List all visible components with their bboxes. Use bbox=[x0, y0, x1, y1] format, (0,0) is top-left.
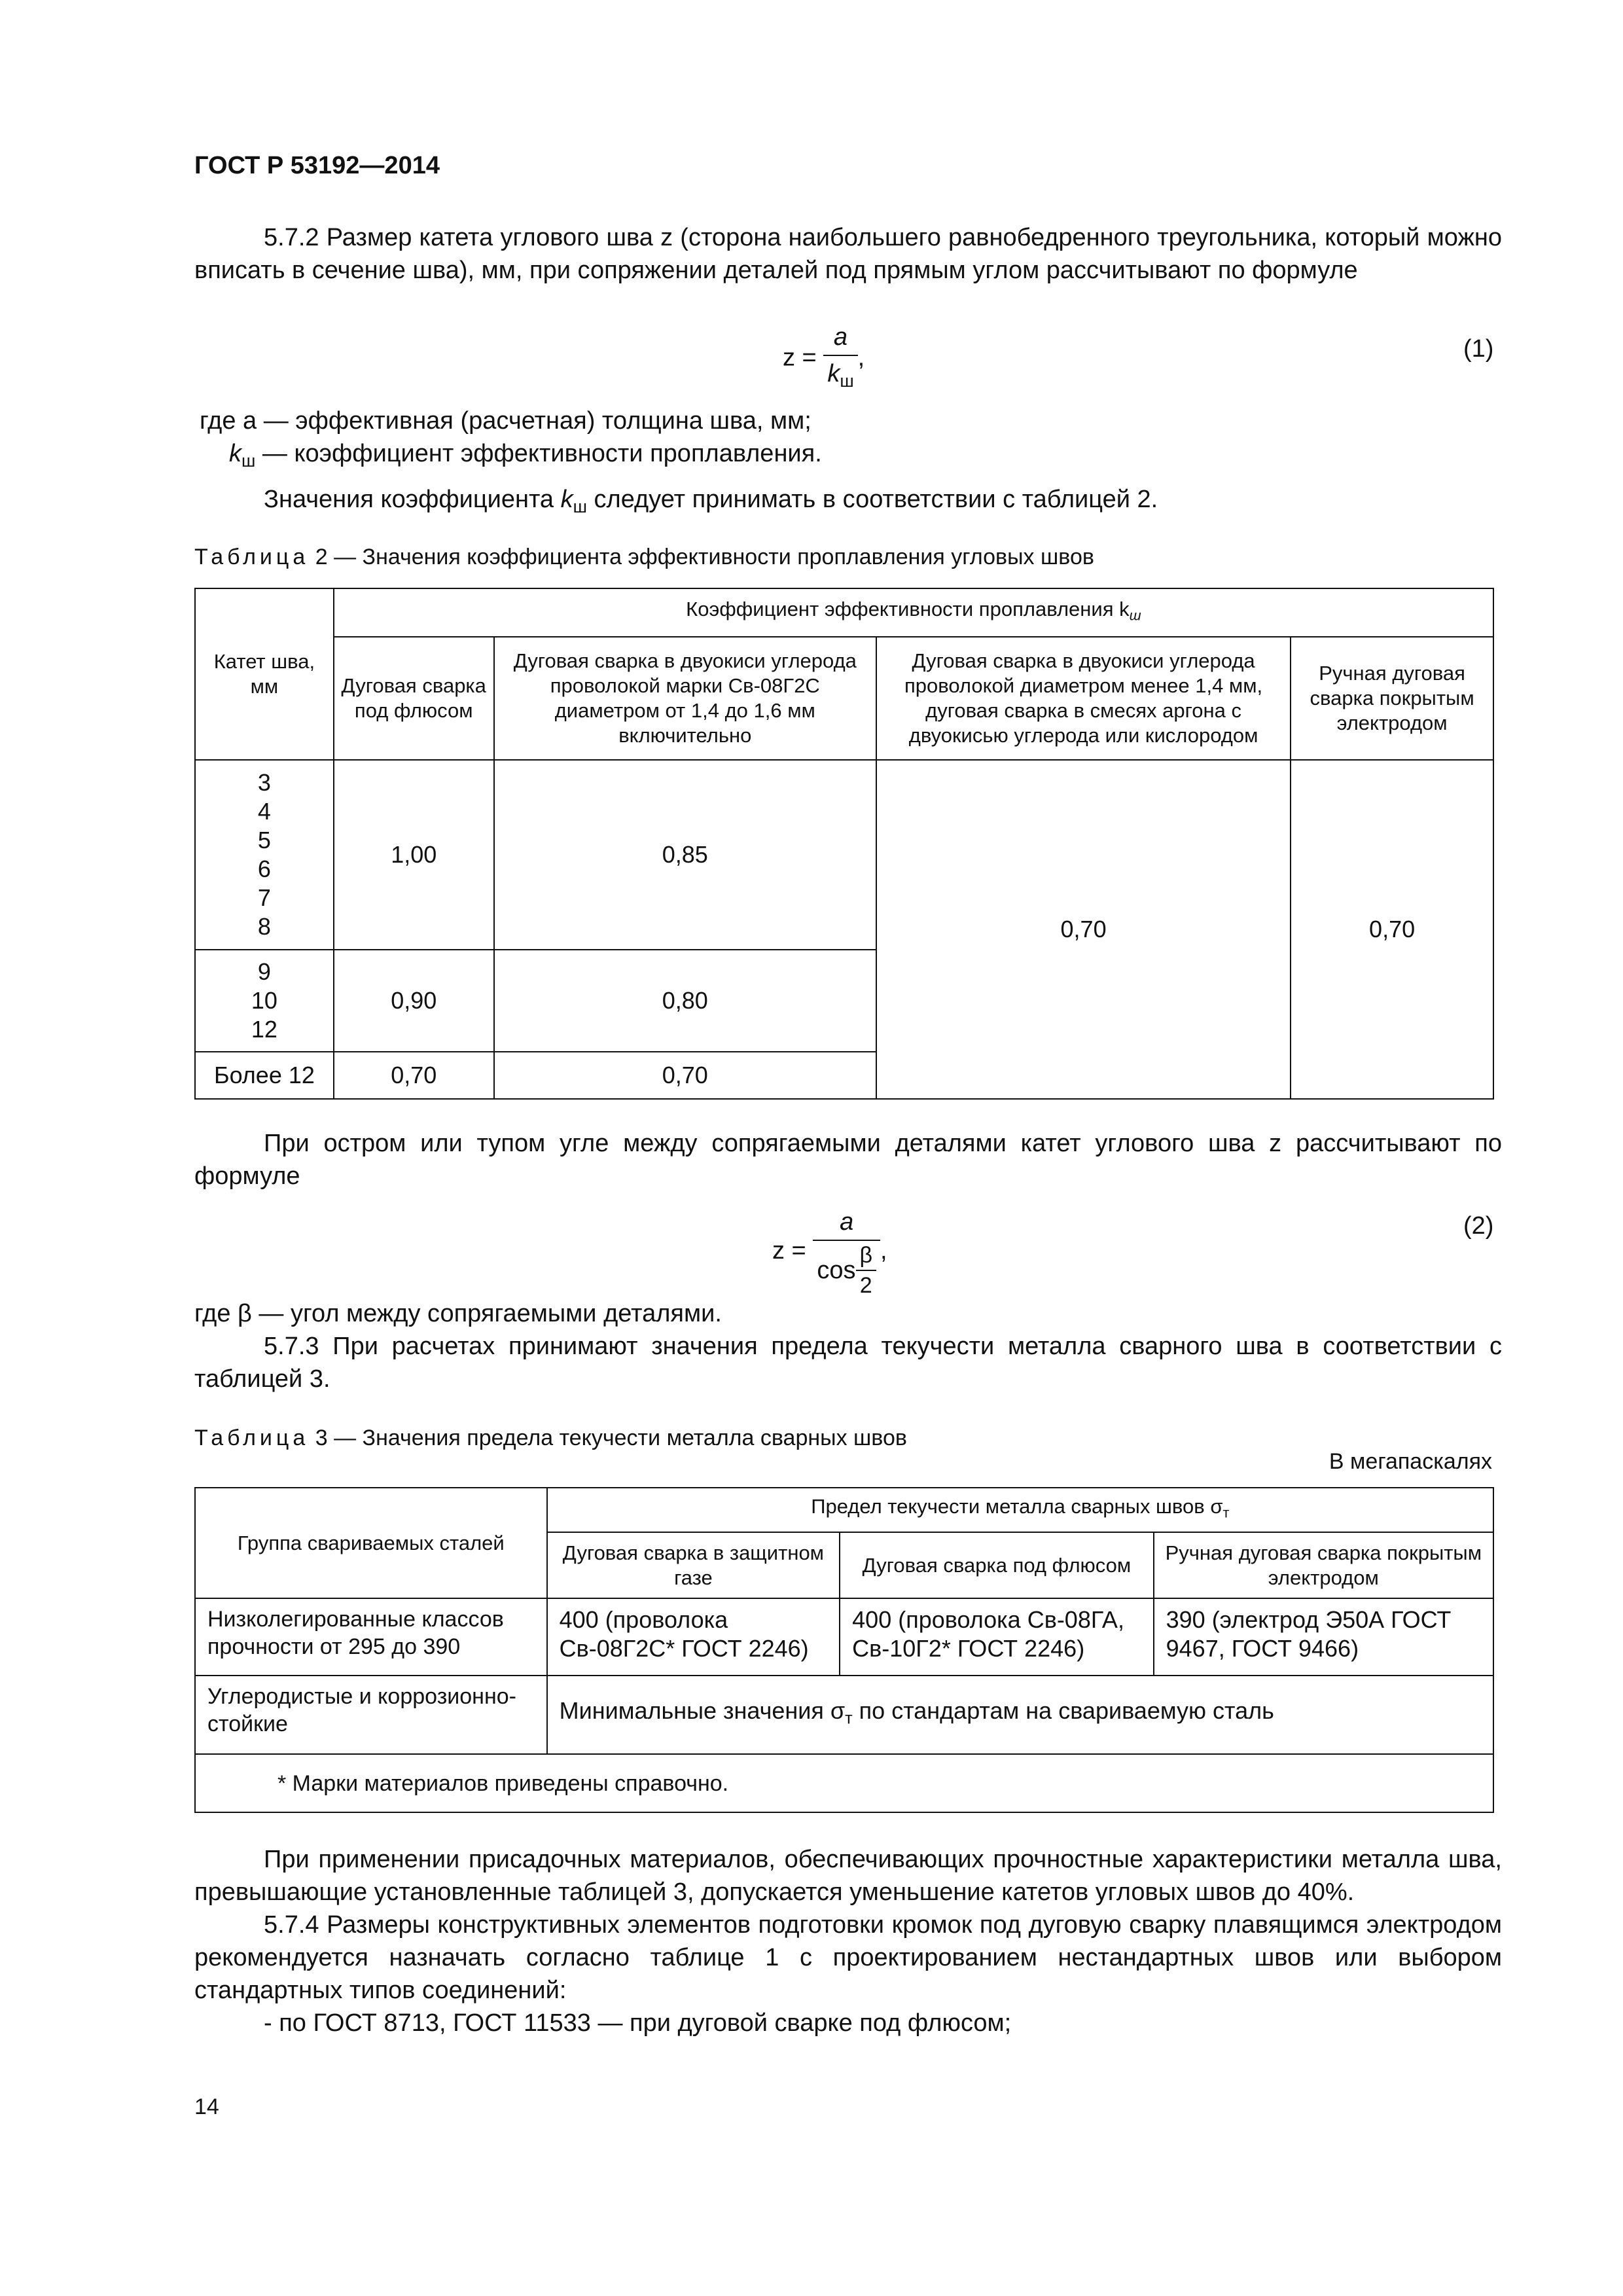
formula-1-numerator: a bbox=[833, 323, 848, 351]
k-values-symbol: k bbox=[560, 486, 573, 513]
table-3 bbox=[194, 1487, 1494, 1813]
page-number: 14 bbox=[194, 2094, 219, 2119]
table-2-header-co2-thin: Дуговая сварка в двуокиси углерода проволокой диаметром менее 1,4 мм, дуговая сварка в смесях аргона с двуокисью углерода или кислородом bbox=[876, 637, 1291, 760]
table-2-row1-co2: 0,85 bbox=[494, 760, 876, 950]
paragraph-5-7-3: 5.7.3 При расчетах принимают значения предела текучести металла сварного шва в соответствии с таблицей 3. bbox=[194, 1333, 1502, 1393]
table-2-caption bbox=[194, 545, 1094, 570]
table-2-row2-co2: 0,80 bbox=[494, 950, 876, 1052]
table-3-row2-value bbox=[547, 1676, 1493, 1754]
table-2-caption-word: Таблица bbox=[194, 545, 310, 569]
paragraph-k-values bbox=[264, 483, 1158, 523]
where-a: где a — эффективная (расчетная) толщина шва, мм; bbox=[200, 407, 812, 435]
table-2-merged-manual: 0,70 bbox=[1291, 760, 1493, 1099]
table-3-header-yield-text: Предел текучести металла сварных швов σ bbox=[811, 1495, 1223, 1518]
table-3-header-gas: Дуговая сварка в защитном газе bbox=[547, 1532, 840, 1598]
table-3-header-group: Группа свариваемых сталей bbox=[195, 1488, 547, 1598]
formula-1-tail: , bbox=[857, 344, 865, 372]
where-k-text: — коэффициент эффективности проплавления. bbox=[255, 440, 822, 467]
formula-1-den-k: k bbox=[827, 360, 840, 387]
where-k-symbol: k bbox=[229, 440, 241, 467]
table-3-caption bbox=[194, 1426, 907, 1451]
table-3-row2-value-text: Минимальные значения σ bbox=[559, 1697, 846, 1725]
table-3-header-yield bbox=[547, 1488, 1493, 1532]
formula-1-denominator bbox=[823, 355, 857, 397]
formula-2-numerator: a bbox=[840, 1208, 854, 1236]
table-3-row2-group: Углеродистые и коррозионно-стойкие bbox=[195, 1676, 547, 1754]
where-k-sub: ш bbox=[241, 450, 256, 471]
table-2-row2-flux: 0,90 bbox=[334, 950, 494, 1052]
table-2-row3-flux: 0,70 bbox=[334, 1052, 494, 1099]
paragraph-filler: При применении присадочных материалов, обеспечивающих прочностные характеристики металла шва, превышающие установленные таблицей 3, допускается уменьшение катетов угловых швов до 40%. bbox=[194, 1846, 1502, 1906]
table-2-header-group bbox=[334, 588, 1493, 637]
equation-number-1: (1) bbox=[1463, 335, 1494, 363]
formula-2-denominator bbox=[813, 1240, 880, 1299]
table-2-header-manual: Ручная дуговая сварка покрытым электродом bbox=[1291, 637, 1493, 760]
where-beta: где β — угол между сопрягаемыми деталями. bbox=[194, 1300, 722, 1327]
table-3-header-manual: Ручная дуговая сварка покрытым электродом bbox=[1154, 1532, 1493, 1598]
table-3-row2-value-sub: т bbox=[845, 1709, 853, 1728]
table-2-row1-flux: 1,00 bbox=[334, 760, 494, 950]
document-header: ГОСТ Р 53192—2014 bbox=[194, 152, 440, 179]
formula-2-beta: β bbox=[859, 1243, 873, 1268]
equation-number-2: (2) bbox=[1463, 1212, 1494, 1240]
formula-2 bbox=[772, 1206, 887, 1299]
table-3-units: В мегапаскалях bbox=[1329, 1449, 1492, 1474]
table-2-row3-co2: 0,70 bbox=[494, 1052, 876, 1099]
table-3-row1-group: Низколегированные классов прочности от 295 до 390 bbox=[195, 1598, 547, 1676]
table-2-row2-katet: 9 10 12 bbox=[195, 950, 334, 1052]
table-3-caption-text: 3 — Значения предела текучести металла сварных швов bbox=[309, 1426, 907, 1450]
formula-2-tail: , bbox=[880, 1237, 887, 1265]
table-2-row3-katet: Более 12 bbox=[195, 1052, 334, 1099]
table-3-row1-flux: 400 (проволока Св-08ГА, Св-10Г2* ГОСТ 2246) bbox=[840, 1598, 1153, 1676]
formula-2-cos: cos bbox=[817, 1257, 856, 1284]
table-3-row2-value-rest: по стандартам на свариваемую сталь bbox=[852, 1697, 1274, 1725]
formula-1 bbox=[783, 321, 865, 397]
where-k bbox=[229, 437, 822, 477]
table-2-row1-katet: 3 4 5 6 7 8 bbox=[195, 760, 334, 950]
paragraph-5-7-4: 5.7.4 Размеры конструктивных элементов подготовки кромок под дуговую сварку плавящимся электродом рекомендуется назначать согласно таблице 1 с проектированием нестандартных швов или выбором стандартных типов соединений: bbox=[194, 1911, 1502, 2004]
table-2-caption-text: 2 — Значения коэффициента эффективности проплавления угловых швов bbox=[309, 545, 1094, 569]
list-item-1: - по ГОСТ 8713, ГОСТ 11533 — при дуговой сварке под флюсом; bbox=[264, 2009, 1012, 2037]
k-values-after: следует принимать в соответствии с таблицей 2. bbox=[586, 486, 1158, 513]
paragraph-acute-angle: При остром или тупом угле между сопрягаемыми деталями катет углового шва z рассчитывают по формуле bbox=[194, 1130, 1502, 1190]
table-2-header-group-text: Коэффициент эффективности проплавления k bbox=[686, 598, 1130, 621]
formula-2-half-angle bbox=[855, 1242, 876, 1299]
k-values-sub: ш bbox=[573, 496, 587, 516]
k-values-before: Значения коэффициента bbox=[264, 486, 561, 513]
formula-2-two: 2 bbox=[856, 1270, 876, 1299]
table-3-row1-manual: 390 (электрод Э50А ГОСТ 9467, ГОСТ 9466) bbox=[1154, 1598, 1493, 1676]
table-3-header-flux: Дуговая сварка под флюсом bbox=[840, 1532, 1153, 1598]
table-3-caption-word: Таблица bbox=[194, 1426, 310, 1450]
table-2-header-group-sub: ш bbox=[1129, 607, 1141, 624]
table-2-merged-co2-thin: 0,70 bbox=[876, 760, 1291, 1099]
table-2-header-flux: Дуговая сварка под флюсом bbox=[334, 637, 494, 760]
table-3-header-yield-sub: т bbox=[1222, 1504, 1230, 1521]
formula-2-fraction bbox=[813, 1206, 880, 1299]
table-2-header-co2-thick: Дуговая сварка в двуокиси углерода проволокой марки Св-08Г2С диаметром от 1,4 до 1,6 мм включительно bbox=[494, 637, 876, 760]
formula-1-den-sub: ш bbox=[840, 370, 854, 391]
table-2 bbox=[194, 588, 1494, 1100]
table-2-header-katet: Катет шва, мм bbox=[195, 588, 334, 760]
table-3-row1-gas: 400 (проволока Св-08Г2С* ГОСТ 2246) bbox=[547, 1598, 840, 1676]
paragraph-5-7-2: 5.7.2 Размер катета углового шва z (сторона наибольшего равнобедренного треугольника, который можно вписать в сечение шва), мм, при сопряжении деталей под прямым углом рассчитывают по формуле bbox=[194, 224, 1502, 284]
table-3-footnote: * Марки материалов приведены справочно. bbox=[195, 1754, 1493, 1812]
formula-1-lhs: z = bbox=[783, 344, 817, 372]
formula-1-fraction bbox=[823, 321, 857, 397]
formula-2-lhs: z = bbox=[772, 1237, 806, 1265]
